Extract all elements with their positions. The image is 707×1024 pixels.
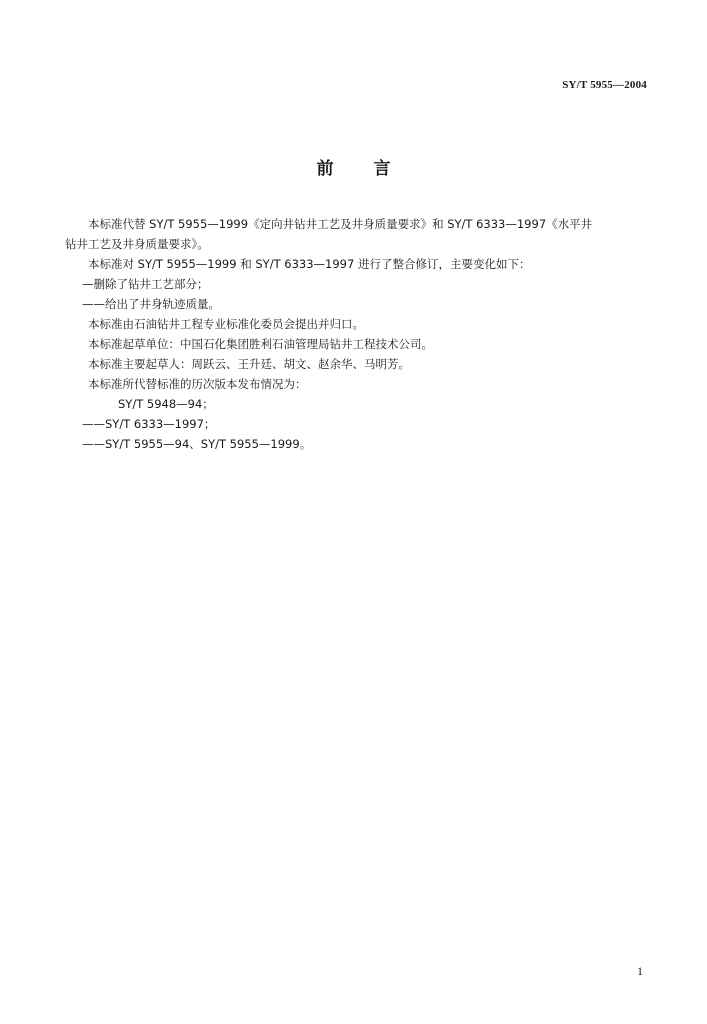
list-item-history-2: ——SY/T 6333—1997； xyxy=(82,417,216,431)
page-number: 1 xyxy=(637,964,643,978)
paragraph-proposed-by: 本标准由石油钻井工程专业标准化委员会提出并归口。 xyxy=(88,317,364,331)
paragraph-replaces-line-1: 本标准代替 SY/T 5955—1999《定向井钻井工艺及井身质量要求》和 SY/T 6333—1997《水平井 xyxy=(88,217,593,231)
paragraph-replaces-line-2: 钻井工艺及井身质量要求》。 xyxy=(65,237,209,251)
list-item-added: ——给出了井身轨迹质量。 xyxy=(82,297,220,311)
title-char-2: 言 xyxy=(373,159,391,179)
list-item-history-3: ——SY/T 5955—94、SY/T 5955—1999。 xyxy=(82,437,312,451)
foreword-body xyxy=(65,214,655,454)
paragraph-revision: 本标准对 SY/T 5955—1999 和 SY/T 6333—1997 进行了整合修订，主要变化如下： xyxy=(88,257,531,271)
list-item-history-1: SY/T 5948—94； xyxy=(118,397,214,411)
list-item-deleted: —删除了钻井工艺部分； xyxy=(82,277,209,291)
title-char-1: 前 xyxy=(316,159,334,179)
paragraph-drafters: 本标准主要起草人：周跃云、王升廷、胡文、赵余华、马明芳。 xyxy=(88,357,410,371)
standard-code: SY/T 5955—2004 xyxy=(562,79,647,91)
paragraph-history: 本标准所代替标准的历次版本发布情况为： xyxy=(88,377,307,391)
page-title xyxy=(0,154,707,179)
paragraph-drafting-unit: 本标准起草单位：中国石化集团胜利石油管理局钻井工程技术公司。 xyxy=(88,337,433,351)
